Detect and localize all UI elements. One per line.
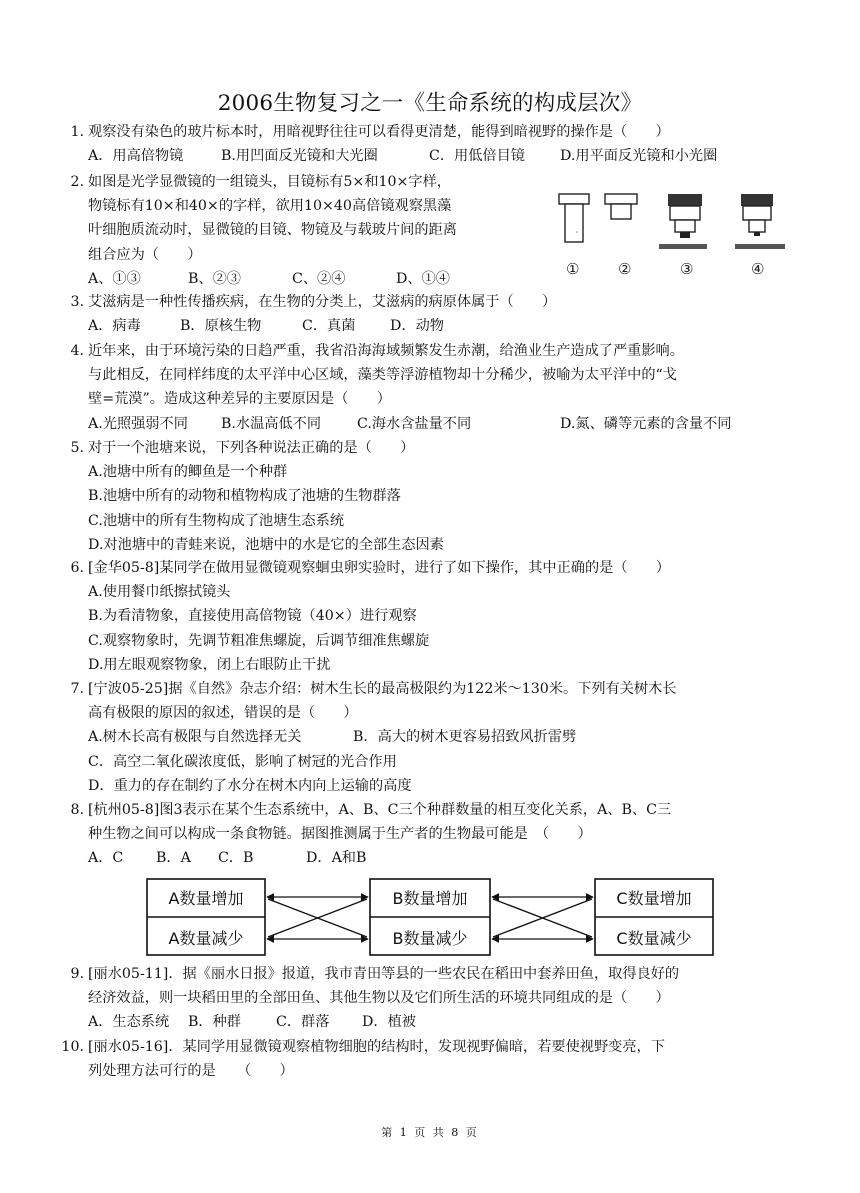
- option-row: [88, 144, 717, 168]
- question-stem: 经济效益，则一块稻田里的全部田鱼、其他生物以及它们所生活的环境共同组成的是（ ）: [88, 990, 670, 1007]
- arrows-b-c: [492, 897, 593, 939]
- question-2: [70, 170, 457, 291]
- question-stem: 如图是光学显微镜的一组镜头，目镜标有5×和10×字样，: [88, 174, 451, 190]
- option-row: [88, 314, 556, 338]
- question-stem: 叶细胞质流动时，显微镜的目镜、物镜及与载玻片间的距离: [88, 222, 457, 239]
- option-d: D.氮、磷等元素的含量不同: [560, 415, 732, 432]
- question-5: [70, 436, 444, 557]
- box-c-top-label: C数量增加: [616, 889, 692, 908]
- option-d: D.用平面反光镜和小光圈: [560, 148, 718, 165]
- option-c: C．B: [218, 850, 254, 867]
- question-stem: [丽水05-11]．据《丽水日报》报道，我市青田等县的一些农民在稻田中套养田鱼，取得良好的: [88, 966, 680, 982]
- option-b: B.池塘中所有的动物和植物构成了池塘的生物群落: [88, 488, 401, 505]
- question-stem: 对于一个池塘来说，下列各种说法正确的是（ ）: [88, 440, 415, 456]
- option-a: A、①③: [88, 270, 141, 287]
- box-b-bottom-label: B数量减少: [392, 929, 468, 948]
- option-b: B．种群: [188, 1014, 241, 1031]
- question-number: 2.: [70, 174, 84, 190]
- option-d: D．动物: [390, 318, 444, 335]
- option-c: C．真菌: [302, 318, 356, 335]
- option-c: C．群落: [276, 1014, 330, 1031]
- option-c: C．高空二氧化碳浓度低，影响了树冠的光合作用: [88, 753, 397, 770]
- option-row: [88, 725, 677, 749]
- eyepiece-1-icon: [559, 194, 589, 242]
- option-d: D、①④: [396, 270, 450, 287]
- option-b: B、②③: [188, 270, 241, 287]
- option-c: C.海水含盐量不同: [357, 415, 472, 432]
- question-stem: 壁=荒漠”。造成这种差异的主要原因是（ ）: [88, 391, 391, 408]
- option-b: B.用凹面反光镜和大光圈: [221, 148, 378, 165]
- question-7: [70, 677, 677, 798]
- question-number: 5.: [70, 440, 84, 456]
- arrows-a-b: [267, 897, 368, 939]
- page-title: 2006生物复习之一《生命系统的构成层次》: [217, 91, 643, 116]
- option-c: C.池塘中的所有生物构成了池塘生态系统: [88, 512, 345, 529]
- lens-label-3: ③: [680, 260, 694, 278]
- question-stem: [金华05-8]某同学在做用显微镜观察蛔虫卵实验时，进行了如下操作，其中正确的是（ ）: [88, 560, 671, 576]
- option-b: B.为看清物象，直接使用高倍物镜（40×）进行观察: [88, 608, 417, 625]
- option-d: D．A和B: [306, 850, 367, 867]
- option-d: D.对池塘中的青蛙来说，池塘中的水是它的全部生态因素: [88, 536, 444, 553]
- question-stem: 近年来，由于环境污染的日趋严重，我省沿海海域频繁发生赤潮，给渔业生产造成了严重影响。: [88, 343, 684, 359]
- question-stem: 种生物之间可以构成一条食物链。据图推测属于生产者的生物最可能是 （ ）: [88, 826, 592, 843]
- option-a: A．病毒: [88, 318, 141, 335]
- population-diagram: [146, 878, 716, 958]
- eyepiece-2-icon: [605, 194, 637, 219]
- option-a: A．C: [88, 850, 124, 867]
- question-10: [61, 1035, 665, 1083]
- question-number: 1.: [70, 124, 84, 140]
- option-row: [88, 412, 731, 436]
- question-stem: 观察没有染色的玻片标本时，用暗视野往往可以看得更清楚，能得到暗视野的操作是（ ）: [88, 124, 670, 140]
- question-stem: 物镜标有10×和40×的字样，欲用10×40高倍镜观察黑藻: [88, 198, 452, 215]
- option-b: B．原核生物: [180, 318, 262, 335]
- question-9: [70, 962, 680, 1035]
- question-stem: 组合应为（ ）: [88, 246, 202, 263]
- question-stem: [丽水05-16]．某同学用显微镜观察植物细胞的结构时，发现视野偏暗，若要使视野变亮，下: [88, 1039, 665, 1055]
- option-a: A.池塘中所有的鲫鱼是一个种群: [88, 464, 288, 481]
- question-number: 7.: [70, 681, 84, 697]
- option-a: A．用高倍物镜: [88, 148, 184, 165]
- option-a: A．生态系统: [88, 1014, 170, 1031]
- question-8: [70, 798, 672, 871]
- objective-4-icon: [735, 194, 785, 249]
- lens-figure: [555, 188, 790, 280]
- option-d: D.用左眼观察物象，闭上右眼防止干扰: [88, 656, 331, 673]
- box-a-bottom-label: A数量减少: [168, 929, 244, 948]
- option-a: A.光照强弱不同: [88, 415, 188, 432]
- question-stem: 高有极限的原因的叙述，错误的是（ ）: [88, 705, 358, 722]
- page-footer: 第 1 页 共 8 页: [381, 1126, 479, 1139]
- option-row: [88, 1010, 679, 1034]
- box-c-bottom-label: C数量减少: [616, 929, 692, 948]
- option-a: A.使用餐巾纸擦拭镜头: [88, 584, 231, 601]
- option-c: C.观察物象时，先调节粗准焦螺旋，后调节细准焦螺旋: [88, 632, 430, 649]
- option-b: B．A: [156, 850, 191, 867]
- option-b: B.水温高低不同: [221, 415, 322, 432]
- question-1: [70, 120, 718, 168]
- option-b: B．高大的树木更容易招致风折雷劈: [353, 729, 577, 746]
- question-stem: [宁波05-25]据《自然》杂志介绍：树木生长的最高极限约为122米～130米。下列有关树木长: [88, 681, 677, 697]
- question-6: [70, 556, 671, 677]
- box-a-top-label: A数量增加: [168, 889, 244, 908]
- question-stem: 艾滋病是一种性传播疾病，在生物的分类上，艾滋病的病原体属于（ ）: [88, 294, 557, 310]
- question-3: [70, 290, 557, 338]
- option-c: C．用低倍目镜: [429, 148, 525, 165]
- option-a: A.树木长高有极限与自然选择无关: [88, 729, 302, 746]
- box-b-top-label: B数量增加: [392, 889, 468, 908]
- lens-label-4: ④: [751, 260, 765, 278]
- question-number: 9.: [70, 966, 84, 982]
- option-d: D．植被: [362, 1014, 416, 1031]
- question-stem: 与此相反，在同样纬度的太平洋中心区域，藻类等浮游植物却十分稀少，被喻为太平洋中的“戈: [88, 367, 677, 384]
- option-row: [88, 846, 671, 870]
- lens-label-2: ②: [618, 260, 632, 278]
- question-number: 10.: [61, 1039, 84, 1055]
- question-number: 6.: [70, 560, 84, 576]
- question-number: 8.: [70, 802, 84, 818]
- option-c: C、②④: [292, 270, 346, 287]
- question-stem: [杭州05-8]图3表示在某个生态系统中，A、B、C三个种群数量的相互变化关系，A、B、C三: [88, 802, 672, 818]
- objective-3-icon: [659, 194, 707, 249]
- question-number: 3.: [70, 294, 84, 310]
- question-number: 4.: [70, 343, 84, 359]
- question-4: [70, 339, 732, 436]
- question-stem: 列处理方法可行的是 （ ）: [88, 1063, 294, 1080]
- option-row: [88, 267, 457, 291]
- lens-label-1: ①: [566, 260, 580, 278]
- option-d: D．重力的存在制约了水分在树木内向上运输的高度: [88, 777, 412, 794]
